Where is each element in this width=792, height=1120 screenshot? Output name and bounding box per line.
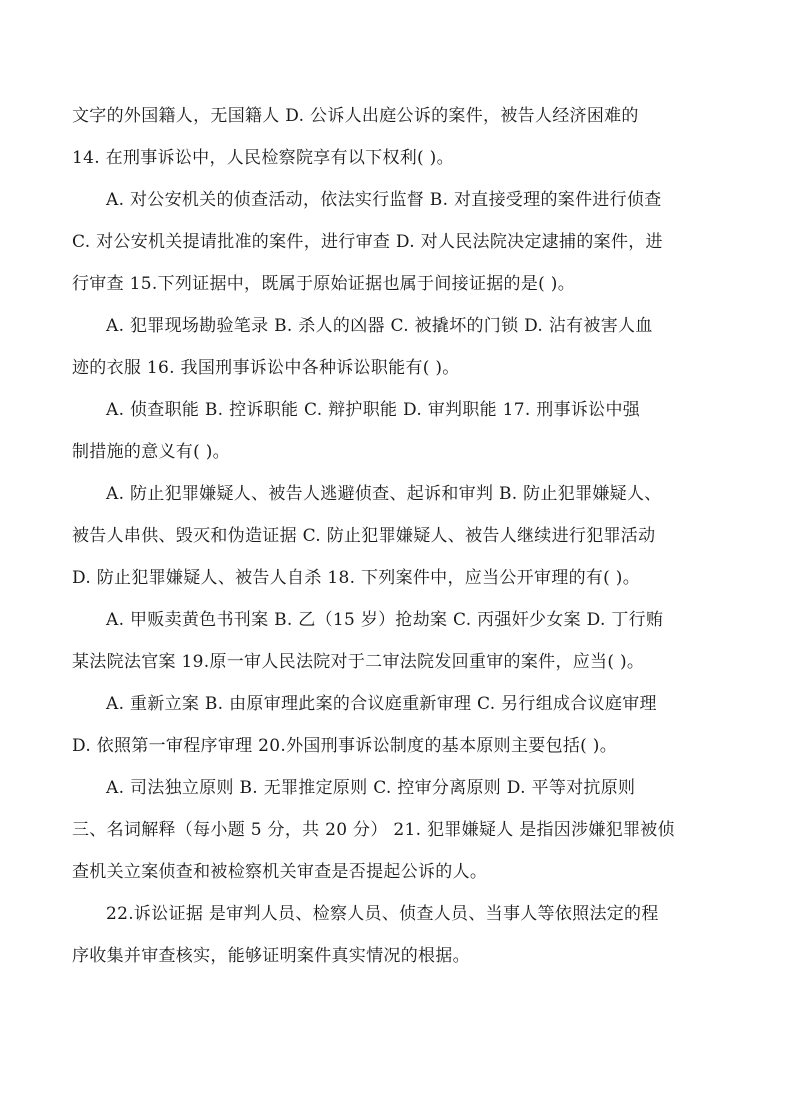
question-14-stem: 14. 在刑事诉讼中，人民检察院享有以下权利( )。 [72,148,454,168]
text-line: A. 侦查职能 B. 控诉职能 C. 辩护职能 D. 审判职能 17. 刑事诉讼中强 [106,400,641,420]
text-line: 被告人串供、毁灭和伪造证据 C. 防止犯罪嫌疑人、被告人继续进行犯罪活动 [72,526,656,546]
text-line: A. 司法独立原则 B. 无罪推定原则 C. 控审分离原则 D. 平等对抗原则 [106,778,636,798]
text-line: 文字的外国籍人，无国籍人 D. 公诉人出庭公诉的案件，被告人经济困难的 [72,106,639,126]
text-line: A. 重新立案 B. 由原审理此案的合议庭重新审理 C. 另行组成合议庭审理 [106,694,657,714]
text-line: A. 犯罪现场勘验笔录 B. 杀人的凶器 C. 被撬坏的门锁 D. 沾有被害人血 [106,316,653,336]
question-16-stem: 迹的衣服 16. 我国刑事诉讼中各种诉讼职能有( )。 [72,358,460,378]
question-20-stem: D. 依照第一审程序审理 20.外国刑事诉讼制度的基本原则主要包括( )。 [72,736,618,756]
definition-22: 22.诉讼证据 是审判人员、检察人员、侦查人员、当事人等依照法定的程 [106,904,659,924]
question-18-stem: D. 防止犯罪嫌疑人、被告人自杀 18. 下列案件中，应当公开审理的有( )。 [72,568,641,588]
question-19-stem: 某法院法官案 19.原一审人民法院对于二审法院发回重审的案件，应当( )。 [72,652,645,672]
text-line: A. 防止犯罪嫌疑人、被告人逃避侦查、起诉和审判 B. 防止犯罪嫌疑人、 [106,484,662,504]
question-17-stem: 制措施的意义有( )。 [72,442,230,462]
section-heading-definitions: 三、名词解释（每小题 5 分，共 20 分） 21. 犯罪嫌疑人 是指因涉嫌犯罪被侦 [72,820,675,840]
question-15-stem: 行审查 15.下列证据中，既属于原始证据也属于间接证据的是( )。 [72,274,576,294]
text-line: A. 甲贩卖黄色书刊案 B. 乙（15 岁）抢劫案 C. 丙强奸少女案 D. 丁行贿 [106,610,664,630]
text-line: 查机关立案侦查和被检察机关审查是否提起公诉的人。 [72,862,488,882]
text-line: 序收集并审查核实，能够证明案件真实情况的根据。 [72,946,470,966]
text-line: C. 对公安机关提请批准的案件，进行审查 D. 对人民法院决定逮捕的案件，进 [72,232,663,252]
text-line: A. 对公安机关的侦查活动，依法实行监督 B. 对直接受理的案件进行侦查 [106,190,662,210]
